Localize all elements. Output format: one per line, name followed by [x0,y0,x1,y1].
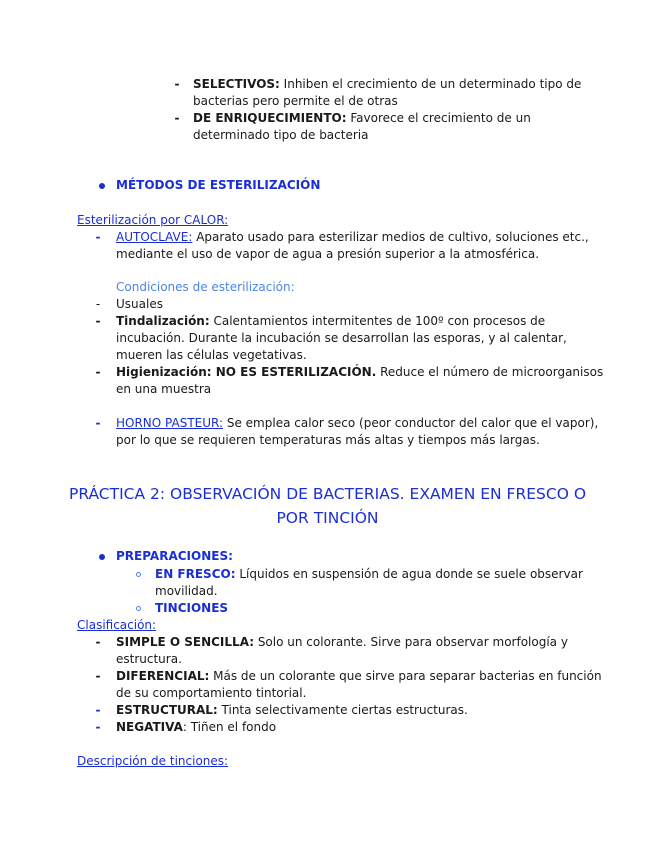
tinciones-item: TINCIONES [155,601,229,615]
enriquecimiento-item [193,110,531,127]
fresco-text: Líquidos en suspensión de agua donde se suele observar [235,567,583,581]
bullet-dash: - [95,365,101,379]
diferencial-term: DIFERENCIAL: [116,669,210,683]
bullet-dash: - [95,703,101,717]
simple-text: Solo un colorante. Sirve para observar morfología y [254,635,568,649]
higienizacion-text-cont: en una muestra [116,382,212,396]
autoclave-text-cont: mediante el uso de vapor de agua a presión superior a la atmosférica. [116,247,540,261]
diferencial-text: Más de un colorante que sirve para separar bacterias en función [209,669,602,683]
bullet-dash: - [95,669,101,683]
autoclave-link[interactable]: AUTOCLAVE: [116,230,193,244]
bullet-dash: - [95,297,101,311]
calor-title[interactable]: Esterilización por CALOR: [77,213,229,227]
bullet-dot [99,554,105,560]
bullet-circle [136,606,141,611]
enriquecimiento-text: Favorece el crecimiento de un [346,111,531,125]
bullet-dash: - [95,720,101,734]
metodos-heading: MÉTODOS DE ESTERILIZACIÓN [116,178,321,192]
descripcion-title[interactable]: Descripción de tinciones: [77,754,229,768]
fresco-text-cont: movilidad. [155,584,218,598]
enriquecimiento-term: DE ENRIQUECIMIENTO: [193,111,347,125]
selectivos-term: SELECTIVOS: [193,77,280,91]
selectivos-item [193,76,581,93]
selectivos-text: Inhiben el crecimiento de un determinado tipo de [279,77,582,91]
bullet-dash: - [174,77,180,91]
negativa-term: NEGATIVA [116,720,183,734]
fresco-term: EN FRESCO: [155,567,236,581]
higienizacion-term: Higienización: NO ES ESTERILIZACIÓN. [116,365,377,379]
higienizacion-item [116,364,603,381]
tindalizacion-text: Calentamientos intermitentes de 100º con procesos de [209,314,546,328]
higienizacion-text: Reduce el número de microorganisos [376,365,604,379]
diferencial-item [116,668,602,685]
estructural-item [116,702,468,719]
autoclave-text: Aparato usado para esterilizar medios de cultivo, soluciones etc., [192,230,589,244]
selectivos-text-cont: bacterias pero permite el de otras [193,94,398,108]
negativa-text: : Tiñen el fondo [182,720,277,734]
negativa-item [116,719,276,736]
enriquecimiento-text-cont: determinado tipo de bacteria [193,128,369,142]
diferencial-text-cont: de su comportamiento tintorial. [116,686,307,700]
horno-text-cont: por lo que se requieren temperaturas más altas y tiempos más largas. [116,433,540,447]
horno-item [116,415,598,432]
bullet-dash: - [95,416,101,430]
clasificacion-title[interactable]: Clasificación: [77,618,157,632]
bullet-circle [136,572,141,577]
horno-text: Se emplea calor seco (peor conductor del calor que el vapor), [223,416,599,430]
practica-heading-cont: POR TINCIÓN [276,509,379,527]
condiciones-title: Condiciones de esterilización: [116,280,295,294]
simple-text-cont: estructura. [116,652,182,666]
bullet-dash: - [174,111,180,125]
tindalizacion-text-cont: incubación. Durante la incubación se desarrollan las esporas, y al calentar, [116,331,567,345]
bullet-dot [99,183,105,189]
simple-term: SIMPLE O SENCILLA: [116,635,254,649]
tindalizacion-text-cont: mueren las células vegetativas. [116,348,307,362]
tindalizacion-term: Tindalización: [116,314,210,328]
estructural-text: Tinta selectivamente ciertas estructuras. [217,703,468,717]
bullet-dash: - [95,314,101,328]
tindalizacion-item [116,313,545,330]
fresco-item [155,566,583,583]
usuales-item: Usuales [116,297,163,311]
estructural-term: ESTRUCTURAL: [116,703,218,717]
bullet-dash: - [95,635,101,649]
autoclave-item [116,229,589,246]
horno-link[interactable]: HORNO PASTEUR: [116,416,224,430]
preparaciones-heading: PREPARACIONES: [116,549,233,563]
simple-item [116,634,568,651]
bullet-dash: - [95,230,101,244]
practica-heading: PRÁCTICA 2: OBSERVACIÓN DE BACTERIAS. EXAMEN EN FRESCO O [68,485,587,503]
